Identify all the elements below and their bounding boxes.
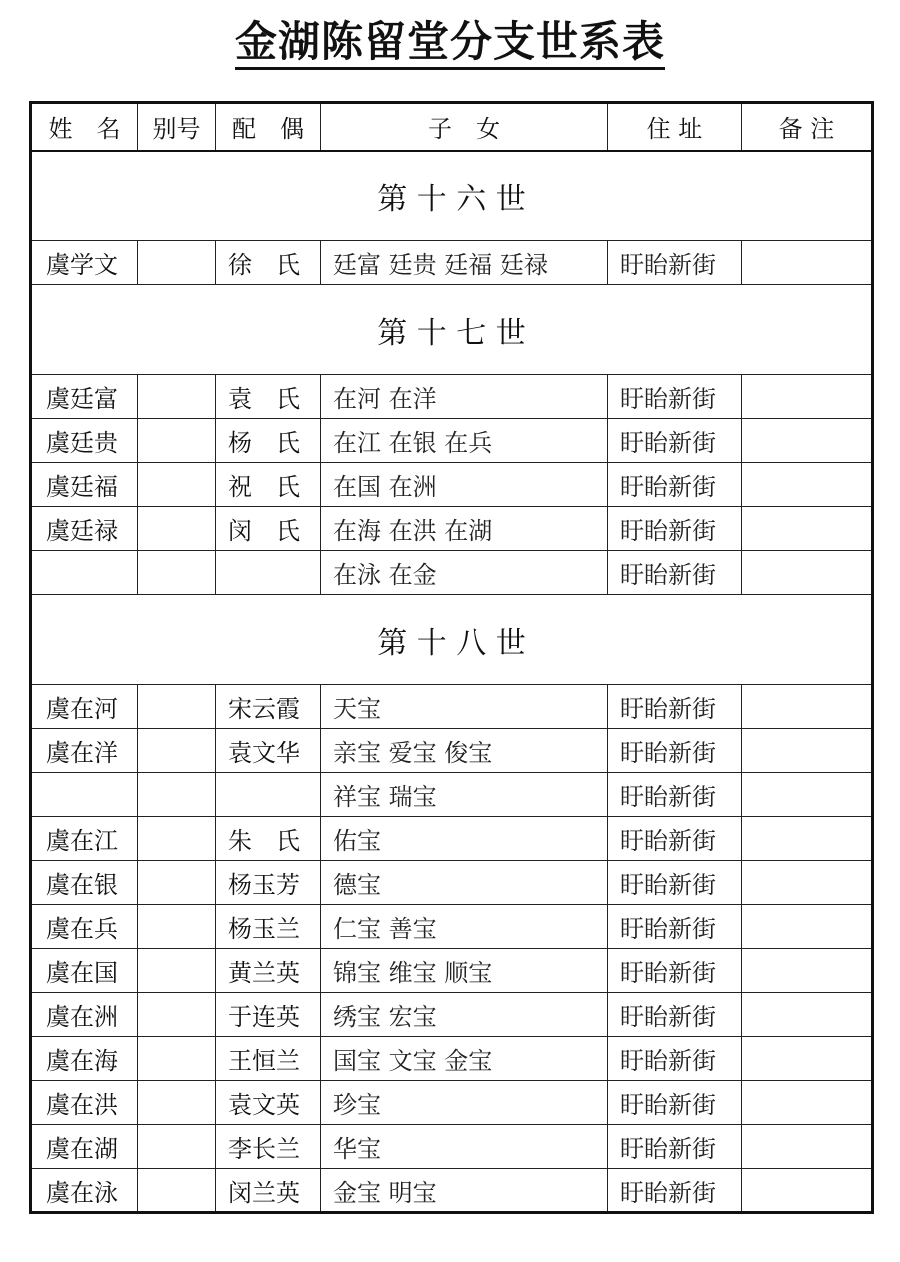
generation-heading: 第 十 八 世 [31,595,873,685]
cell-address: 盱眙新街 [608,463,742,507]
header-spouse: 配 偶 [216,103,321,151]
cell-children: 绣宝 宏宝 [321,993,608,1037]
table-row [31,685,873,729]
cell-spouse: 袁 氏 [216,375,321,419]
table-row [31,375,873,419]
cell-spouse: 杨玉芳 [216,861,321,905]
cell-notes [742,685,873,729]
cell-notes [742,861,873,905]
cell-children: 在河 在洋 [321,375,608,419]
cell-children: 佑宝 [321,817,608,861]
cell-alias [138,551,216,595]
cell-alias [138,861,216,905]
generation-row [31,285,873,375]
cell-children: 亲宝 爱宝 俊宝 [321,729,608,773]
cell-notes [742,1037,873,1081]
cell-children: 在海 在洪 在湖 [321,507,608,551]
table-row [31,1037,873,1081]
cell-alias [138,375,216,419]
cell-address: 盱眙新街 [608,905,742,949]
cell-children: 天宝 [321,685,608,729]
cell-spouse: 闵 氏 [216,507,321,551]
cell-notes [742,551,873,595]
cell-alias [138,685,216,729]
header-row [31,103,873,151]
table-row [31,241,873,285]
cell-address: 盱眙新街 [608,1169,742,1213]
cell-spouse: 祝 氏 [216,463,321,507]
table-row [31,1081,873,1125]
cell-name: 虞在湖 [31,1125,138,1169]
cell-children: 珍宝 [321,1081,608,1125]
header-name: 姓 名 [31,103,138,151]
cell-children: 祥宝 瑞宝 [321,773,608,817]
generation-row [31,151,873,241]
cell-address: 盱眙新街 [608,375,742,419]
cell-spouse: 于连英 [216,993,321,1037]
cell-notes [742,773,873,817]
cell-name: 虞在银 [31,861,138,905]
cell-address: 盱眙新街 [608,419,742,463]
cell-spouse: 黄兰英 [216,949,321,993]
cell-notes [742,817,873,861]
cell-notes [742,463,873,507]
cell-address: 盱眙新街 [608,507,742,551]
cell-address: 盱眙新街 [608,241,742,285]
cell-alias [138,817,216,861]
cell-address: 盱眙新街 [608,993,742,1037]
cell-alias [138,1169,216,1213]
table-row [31,773,873,817]
cell-alias [138,729,216,773]
cell-notes [742,241,873,285]
header-alias: 别号 [138,103,216,151]
cell-address: 盱眙新街 [608,773,742,817]
cell-notes [742,1125,873,1169]
cell-alias [138,1125,216,1169]
cell-spouse: 闵兰英 [216,1169,321,1213]
cell-name: 虞廷富 [31,375,138,419]
cell-spouse: 宋云霞 [216,685,321,729]
cell-name: 虞在国 [31,949,138,993]
cell-name: 虞廷贵 [31,419,138,463]
cell-children: 在泳 在金 [321,551,608,595]
page-title-text: 金湖陈留堂分支世系表 [235,17,665,70]
cell-alias [138,905,216,949]
cell-alias [138,241,216,285]
cell-notes [742,1169,873,1213]
cell-address: 盱眙新街 [608,1037,742,1081]
cell-name [31,551,138,595]
table-row [31,905,873,949]
cell-spouse: 朱 氏 [216,817,321,861]
cell-alias [138,1081,216,1125]
cell-address: 盱眙新街 [608,817,742,861]
table-row [31,1169,873,1213]
header-address: 住 址 [608,103,742,151]
cell-children: 金宝 明宝 [321,1169,608,1213]
cell-alias [138,993,216,1037]
table-header [31,103,873,151]
cell-alias [138,949,216,993]
cell-address: 盱眙新街 [608,1125,742,1169]
cell-children: 在江 在银 在兵 [321,419,608,463]
cell-name: 虞在洲 [31,993,138,1037]
table-row [31,729,873,773]
table-body [31,151,873,1213]
cell-spouse: 袁文英 [216,1081,321,1125]
cell-address: 盱眙新街 [608,551,742,595]
cell-alias [138,419,216,463]
cell-notes [742,729,873,773]
cell-children: 德宝 [321,861,608,905]
cell-name: 虞在江 [31,817,138,861]
table-row [31,1125,873,1169]
cell-children: 在国 在洲 [321,463,608,507]
cell-name: 虞在河 [31,685,138,729]
table-row [31,949,873,993]
cell-alias [138,507,216,551]
cell-alias [138,773,216,817]
table-row [31,993,873,1037]
cell-notes [742,993,873,1037]
cell-spouse: 王恒兰 [216,1037,321,1081]
cell-name: 虞廷禄 [31,507,138,551]
cell-spouse: 杨 氏 [216,419,321,463]
table-row [31,507,873,551]
cell-name [31,773,138,817]
cell-notes [742,419,873,463]
cell-name: 虞在洋 [31,729,138,773]
cell-alias [138,463,216,507]
cell-name: 虞在海 [31,1037,138,1081]
cell-name: 虞廷福 [31,463,138,507]
cell-notes [742,905,873,949]
cell-address: 盱眙新街 [608,1081,742,1125]
cell-address: 盱眙新街 [608,861,742,905]
cell-address: 盱眙新街 [608,949,742,993]
cell-notes [742,1081,873,1125]
table-row [31,551,873,595]
generation-row [31,595,873,685]
cell-spouse [216,551,321,595]
cell-notes [742,507,873,551]
page-title [0,14,900,70]
cell-spouse: 杨玉兰 [216,905,321,949]
cell-children: 锦宝 维宝 顺宝 [321,949,608,993]
cell-address: 盱眙新街 [608,729,742,773]
cell-address: 盱眙新街 [608,685,742,729]
cell-spouse: 徐 氏 [216,241,321,285]
cell-name: 虞学文 [31,241,138,285]
cell-name: 虞在泳 [31,1169,138,1213]
table-row [31,817,873,861]
cell-name: 虞在洪 [31,1081,138,1125]
cell-children: 国宝 文宝 金宝 [321,1037,608,1081]
genealogy-table [29,101,874,1214]
table-row [31,463,873,507]
cell-children: 仁宝 善宝 [321,905,608,949]
generation-heading: 第 十 六 世 [31,151,873,241]
cell-children: 廷富 廷贵 廷福 廷禄 [321,241,608,285]
cell-name: 虞在兵 [31,905,138,949]
cell-alias [138,1037,216,1081]
cell-children: 华宝 [321,1125,608,1169]
table-row [31,419,873,463]
generation-heading: 第 十 七 世 [31,285,873,375]
cell-spouse: 袁文华 [216,729,321,773]
cell-notes [742,949,873,993]
table-row [31,861,873,905]
cell-spouse [216,773,321,817]
cell-notes [742,375,873,419]
header-notes: 备 注 [742,103,873,151]
cell-spouse: 李长兰 [216,1125,321,1169]
header-children: 子 女 [321,103,608,151]
